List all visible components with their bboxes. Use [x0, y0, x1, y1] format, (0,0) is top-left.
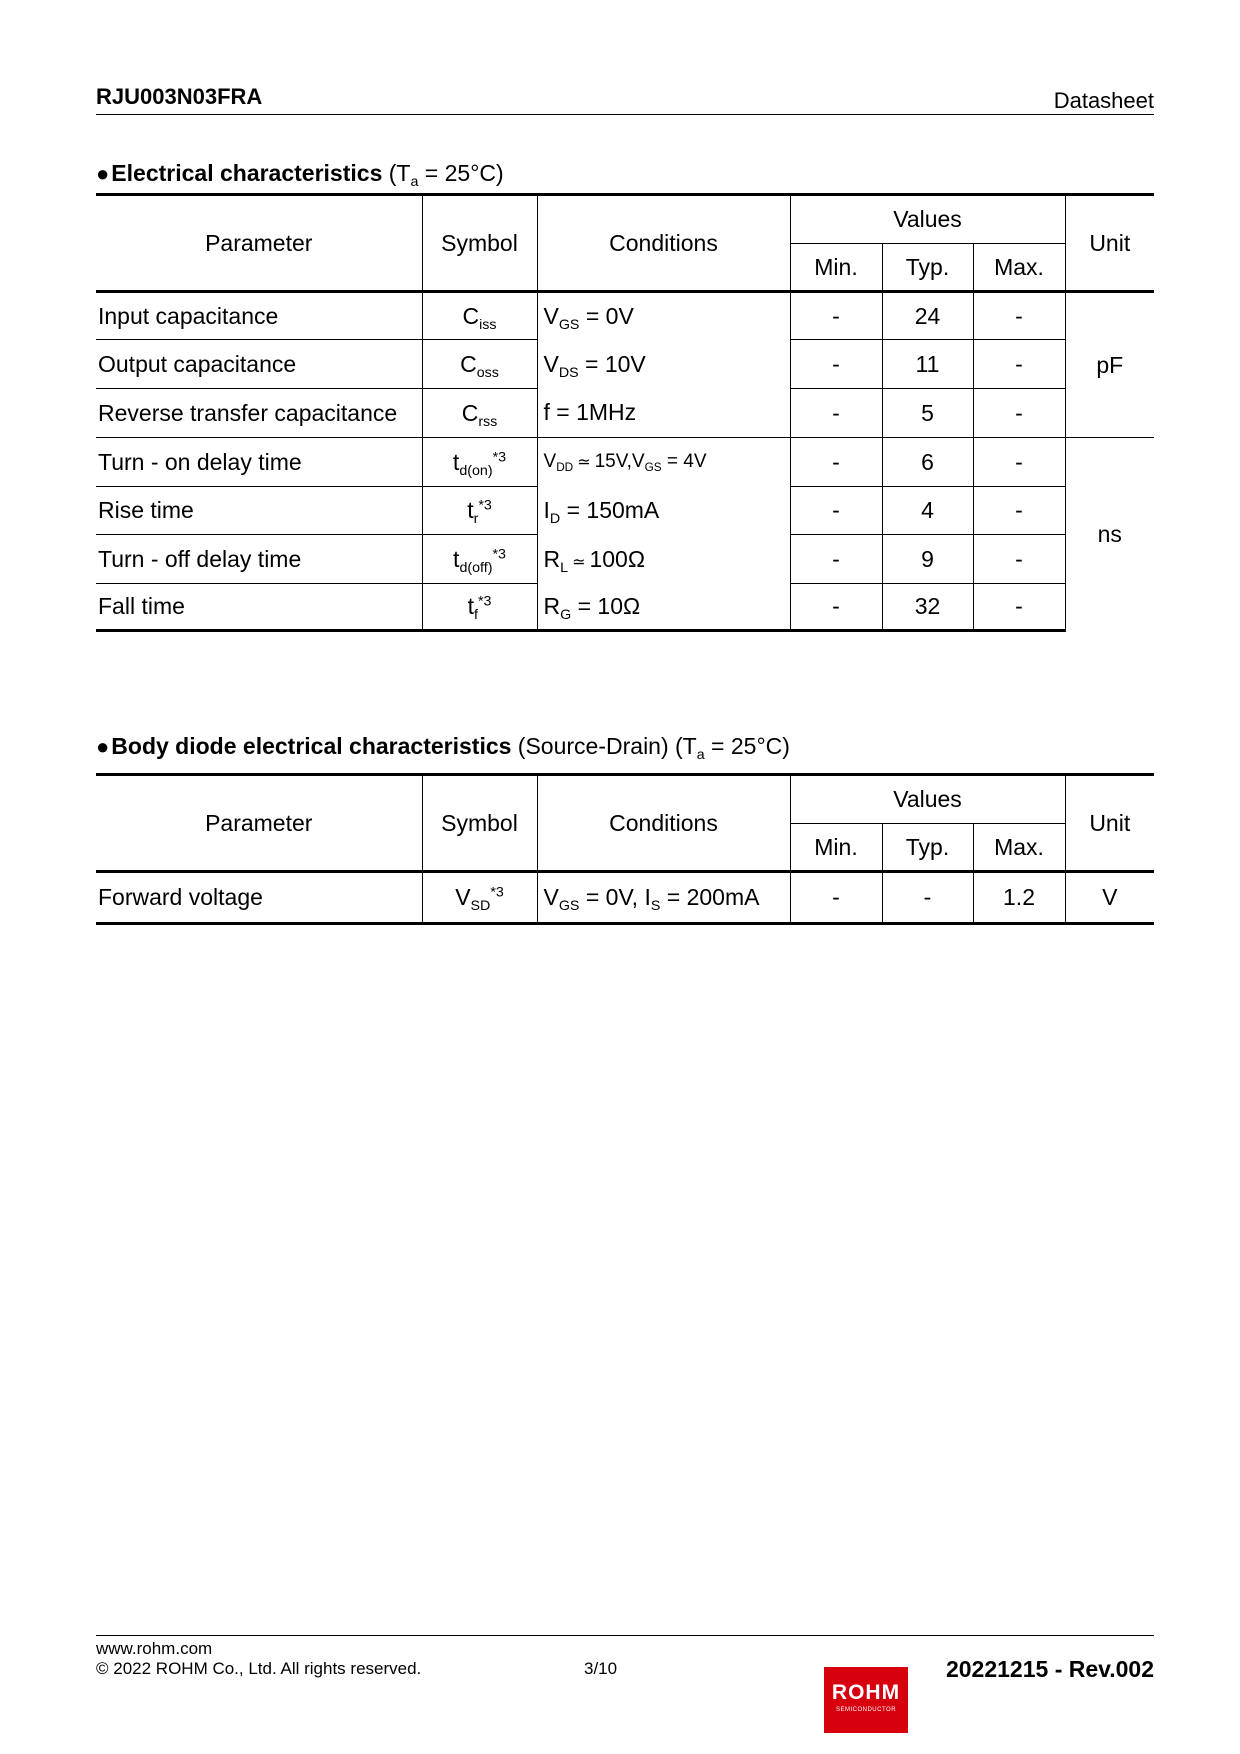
- typ-value: -: [882, 872, 973, 924]
- doc-type: Datasheet: [1053, 88, 1154, 113]
- section-body-diode-title: ●Body diode electrical characteristics (Source-Drain) $(T_a = 25^\circ C)$: [96, 733, 790, 763]
- table-row: [96, 389, 1154, 438]
- symbol-crss: $C_{rss}$: [422, 389, 537, 438]
- header-parameter: Parameter: [96, 195, 422, 292]
- typ-value: 5: [882, 389, 973, 438]
- param-forward-voltage: Forward voltage: [96, 872, 422, 924]
- param-turn-on-delay: Turn - on delay time: [96, 438, 422, 487]
- bullet-icon: ●: [96, 161, 110, 186]
- part-number: RJU003N03FRA: [96, 84, 263, 109]
- header-divider: [96, 114, 1154, 115]
- page-number: 3/10: [584, 1659, 618, 1678]
- param-output-capacitance: Output capacitance: [96, 340, 422, 389]
- header-min: Min.: [790, 244, 882, 292]
- min-value: -: [790, 487, 882, 535]
- cond-rl: $R_L$ ≃ 100Ω: [537, 535, 790, 584]
- header-typ: Typ.: [882, 824, 973, 872]
- typ-value: 6: [882, 438, 973, 487]
- max-value: -: [973, 340, 1065, 389]
- rohm-logo: ROHM SEMICONDUCTOR: [824, 1667, 908, 1733]
- table-row: [96, 872, 1154, 924]
- max-value: -: [973, 438, 1065, 487]
- header-parameter: Parameter: [96, 775, 422, 872]
- symbol-td-on: $t_{d(on)}^{*3}$: [422, 438, 537, 487]
- symbol-tr: $t_r^{*3}$: [422, 487, 537, 535]
- table-row: [96, 340, 1154, 389]
- typ-value: 9: [882, 535, 973, 584]
- bullet-icon: ●: [96, 734, 110, 759]
- footer-copyright: © 2022 ROHM Co., Ltd. All rights reserved.: [96, 1659, 422, 1678]
- typ-value: 32: [882, 584, 973, 631]
- max-value: -: [973, 535, 1065, 584]
- max-value: 1.2: [973, 872, 1065, 924]
- param-reverse-transfer-capacitance: Reverse transfer capacitance: [96, 389, 422, 438]
- table-row: [96, 487, 1154, 535]
- typ-value: 4: [882, 487, 973, 535]
- header-symbol: Symbol: [422, 195, 537, 292]
- cond-vds: $V_{DS} = 10V$: [537, 340, 790, 389]
- min-value: -: [790, 584, 882, 631]
- min-value: -: [790, 340, 882, 389]
- cond-freq: f = 1MHz: [537, 389, 790, 438]
- symbol-ciss: $C_{iss}$: [422, 292, 537, 340]
- cond-rg: $R_G = 10\Omega$: [537, 584, 790, 631]
- table-row: [96, 535, 1154, 584]
- max-value: -: [973, 292, 1065, 340]
- min-value: -: [790, 535, 882, 584]
- typ-value: 24: [882, 292, 973, 340]
- max-value: -: [973, 389, 1065, 438]
- min-value: -: [790, 389, 882, 438]
- param-input-capacitance: Input capacitance: [98, 302, 279, 329]
- symbol-td-off: $t_{d(off)}^{*3}$: [422, 535, 537, 584]
- header-values: Values: [790, 775, 1065, 824]
- electrical-characteristics-table: [96, 193, 1154, 632]
- min-value: -: [790, 438, 882, 487]
- table-row: [96, 438, 1154, 487]
- symbol-tf: $t_f^{*3}$: [422, 584, 537, 631]
- cond-vgs: $V_{GS} = 0V$: [537, 292, 790, 340]
- cond-id: $I_D = 150mA$: [537, 487, 790, 535]
- header-unit: Unit: [1065, 195, 1154, 292]
- body-diode-table: [96, 773, 1154, 925]
- max-value: -: [973, 487, 1065, 535]
- header-symbol: Symbol: [422, 775, 537, 872]
- revision: 20221215 - Rev.002: [945, 1656, 1154, 1682]
- symbol-coss: $C_{oss}$: [422, 340, 537, 389]
- header-max: Max.: [973, 244, 1065, 292]
- unit-ns: ns: [1065, 438, 1154, 631]
- footer-url[interactable]: www.rohm.com: [96, 1639, 213, 1658]
- header-min: Min.: [790, 824, 882, 872]
- section-electrical-title: ●Electrical characteristics $(T_a = 25^\circ C)$: [96, 160, 504, 190]
- table-row: [96, 292, 1154, 340]
- param-turn-off-delay: Turn - off delay time: [96, 535, 422, 584]
- header-unit: Unit: [1065, 775, 1154, 872]
- unit-v: V: [1065, 872, 1154, 924]
- cond-vgs-is: $V_{GS} = 0V$, $I_S = 200mA$: [537, 872, 790, 924]
- unit-pf: pF: [1065, 292, 1154, 438]
- param-rise-time: Rise time: [96, 487, 422, 535]
- header-typ: Typ.: [882, 244, 973, 292]
- min-value: -: [790, 872, 882, 924]
- max-value: -: [973, 584, 1065, 631]
- typ-value: 11: [882, 340, 973, 389]
- footer-divider: [96, 1635, 1154, 1636]
- header-conditions: Conditions: [537, 195, 790, 292]
- header-max: Max.: [973, 824, 1065, 872]
- cond-vdd-vgs: $V_{DD}$ ≃ $15V,V_{GS} = 4V$: [537, 438, 790, 487]
- min-value: -: [790, 292, 882, 340]
- param-fall-time: Fall time: [96, 584, 422, 631]
- header-conditions: Conditions: [537, 775, 790, 872]
- symbol-vsd: $V_{SD}^{*3}$: [422, 872, 537, 924]
- table-row: [96, 584, 1154, 631]
- header-values: Values: [790, 195, 1065, 244]
